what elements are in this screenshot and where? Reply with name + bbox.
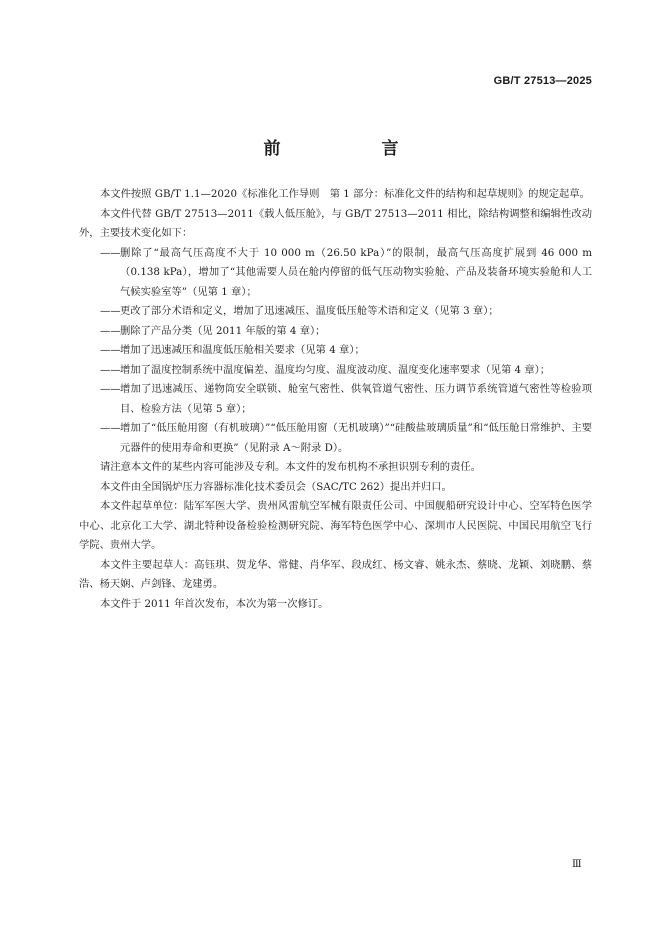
dash-marker: —— xyxy=(100,363,121,376)
paragraph-drafters: 本文件主要起草人：高钰琪、贺龙华、常健、肖华军、段成红、杨文睿、姚永杰、蔡晓、龙颖、刘晓鹏、蔡浩、杨天娴、卢剑锋、龙建勇。 xyxy=(79,558,592,590)
standard-number: GB/T 27513—2025 xyxy=(493,75,592,87)
list-item xyxy=(79,244,592,303)
paragraph-drafting-units: 本文件起草单位：陆军军医大学、贵州风雷航空军械有限责任公司、中国舰船研究设计中心、空军特色医学中心、北京化工大学、湖北特种设备检验检测研究院、海军特色医学中心、深圳市人民医院、中国民用航空飞行学院、贵州大学。 xyxy=(79,500,592,551)
change-item-text: 增加了“低压舱用窗（有机玻璃）”“低压舱用窗（无机玻璃）”“硅酸盐玻璃质量”和“低压舱日常维护、主要元器件的使用寿命和更换”（见附录 A～附录 D）。 xyxy=(120,422,592,454)
change-item-text: 增加了迅速减压、递物筒安全联锁、舱室气密性、供氧管道气密性、压力调节系统管道气密性等检验项目、检验方法（见第 5 章）； xyxy=(120,383,592,415)
paragraph-proposer: 本文件由全国锅炉压力容器标准化技术委员会（SAC/TC 262）提出并归口。 xyxy=(100,480,452,493)
dash-marker: —— xyxy=(100,246,121,259)
change-item-text: 删除了“最高气压高度不大于 10 000 m（26.50 kPa）”的限制，最高气压高度扩展到 46 000 m（0.138 kPa），增加了“其他需要人员在舱内停留的低气压动物实验舱、产品及装备环境实验舱和人工气候实验室等”（见第 1 章）； xyxy=(120,246,592,298)
list-item xyxy=(79,302,592,322)
dash-marker: —— xyxy=(100,422,121,434)
change-item-text: 增加了迅速减压和温度低压舱相关要求（见第 4 章）； xyxy=(120,344,365,356)
change-item-text: 删除了产品分类（见 2011 年版的第 4 章）； xyxy=(120,324,326,337)
dash-marker: —— xyxy=(100,305,121,317)
foreword-body xyxy=(79,185,592,614)
list-item xyxy=(79,341,592,361)
paragraph-drafting-rules: 本文件按照 GB/T 1.1—2020《标准化工作导则 第 1 部分：标准化文件的结构和起草规则》的规定起草。 xyxy=(100,188,590,200)
dash-marker: —— xyxy=(100,383,121,395)
list-item xyxy=(79,380,592,419)
page-title: 前 言 xyxy=(263,139,441,159)
list-item xyxy=(79,419,592,458)
dash-marker: —— xyxy=(100,344,121,356)
paragraph-history: 本文件于 2011 年首次发布，本次为第一次修订。 xyxy=(100,597,329,610)
paragraph-replacement-note: 本文件代替 GB/T 27513—2011《载人低压舱》，与 GB/T 27513—2011 相比，除结构调整和编辑性改动外，主要技术变化如下： xyxy=(79,207,592,239)
change-item-text: 增加了温度控制系统中温度偏差、温度均匀度、温度波动度、温度变化速率要求（见第 4 章）； xyxy=(120,363,551,376)
change-item-text: 更改了部分术语和定义，增加了迅速减压、温度低压舱等术语和定义（见第 3 章）； xyxy=(120,305,499,317)
list-item xyxy=(79,322,592,342)
list-item xyxy=(79,361,592,381)
paragraph-patent-notice: 请注意本文件的某些内容可能涉及专利。本文件的发布机构不承担识别专利的责任。 xyxy=(100,461,481,473)
page-number: Ⅲ xyxy=(572,859,582,870)
dash-marker: —— xyxy=(100,324,121,337)
